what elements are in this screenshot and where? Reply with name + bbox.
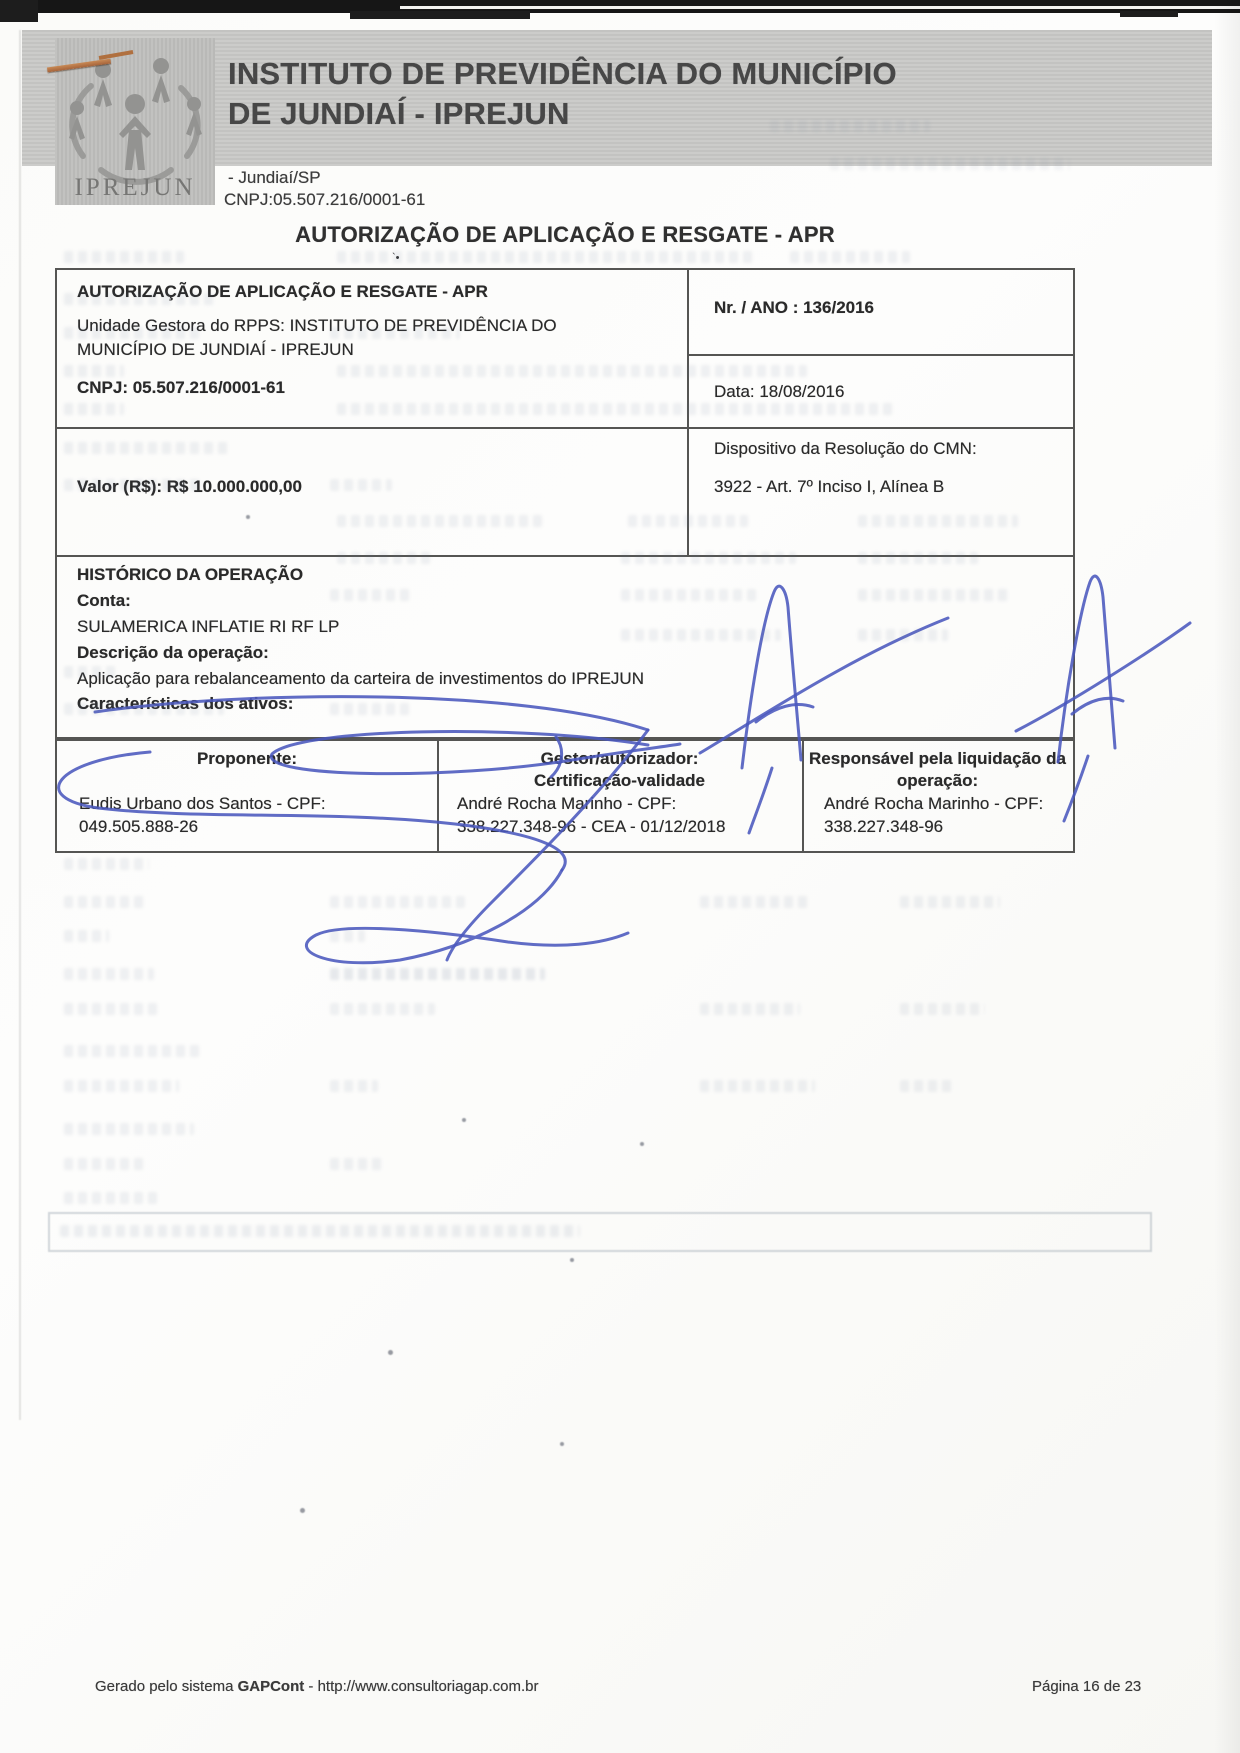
- bleedthrough-mark: [330, 703, 410, 715]
- bleedthrough-mark: [330, 968, 545, 980]
- scan-speck: [388, 1350, 393, 1355]
- bleedthrough-mark: [64, 1158, 144, 1170]
- scan-speck: [640, 1142, 644, 1146]
- bleedthrough-mark: [64, 1192, 159, 1204]
- box2-divider: [687, 425, 689, 555]
- bleedthrough-mark: [64, 293, 214, 305]
- footer-page-number: Página 16 de 23: [1032, 1678, 1142, 1695]
- bleedthrough-mark: [858, 589, 1008, 601]
- org-name-line2: DE JUNDIAÍ - IPREJUN: [228, 96, 570, 131]
- bleedthrough-mark: [330, 589, 410, 601]
- bleedthrough-mark: [64, 896, 144, 908]
- org-cnpj: CNPJ:05.507.216/0001-61: [224, 190, 426, 209]
- bleedthrough-mark: [64, 930, 109, 942]
- unidade-gestora: Unidade Gestora do RPPS: INSTITUTO DE PREVIDÊNCIA DO MUNICÍPIO DE JUNDIAÍ - IPREJUN: [77, 316, 557, 359]
- bleedthrough-mark: [64, 365, 124, 377]
- historico-heading: HISTÓRICO DA OPERAÇÃO: [77, 565, 304, 584]
- dispositivo-label: Dispositivo da Resolução do CMN:: [714, 439, 977, 458]
- page-left-edge-shadow: [19, 30, 21, 1420]
- descricao-value: Aplicação para rebalanceamento da carteira de investimentos do IPREJUN: [77, 669, 644, 688]
- scan-speck: [570, 1258, 574, 1262]
- bleedthrough-mark: [337, 403, 897, 415]
- bleedthrough-mark: [64, 442, 229, 454]
- bleedthrough-mark: [337, 251, 757, 263]
- conta-value: SULAMERICA INFLATIE RI RF LP: [77, 617, 340, 636]
- bleedthrough-mark: [621, 552, 796, 564]
- bleedthrough-mark: [858, 629, 948, 641]
- scan-speck: [246, 515, 250, 519]
- liquidacao-title-2: operação:: [896, 771, 979, 790]
- gestor-cpf: 338.227.348-96 - CEA - 01/12/2018: [457, 817, 726, 836]
- bleedthrough-mark: [830, 158, 1070, 170]
- footer-system-name: GAPCont: [237, 1678, 305, 1695]
- footer-prefix: Gerado pelo sistema: [95, 1678, 238, 1695]
- bleedthrough-mark: [330, 327, 460, 339]
- gestor-title-1: Gestor/autorizador:: [540, 749, 699, 768]
- bleedthrough-mark: [337, 365, 807, 377]
- bleedthrough-mark: [64, 858, 149, 870]
- bleedthrough-mark: [64, 968, 154, 980]
- bleedthrough-mark: [900, 1080, 955, 1092]
- bleedthrough-mark: [60, 1225, 580, 1237]
- bleedthrough-mark: [64, 703, 224, 715]
- page-title: AUTORIZAÇÃO DE APLICAÇÃO E RESGATE - APR: [295, 222, 835, 247]
- bleedthrough-mark: [337, 515, 542, 527]
- bleedthrough-mark: [858, 515, 1018, 527]
- bleedthrough-mark: [64, 1003, 159, 1015]
- bleedthrough-mark: [790, 251, 910, 263]
- bleedthrough-mark: [700, 1080, 815, 1092]
- logo-wordmark: IPREJUN: [74, 174, 196, 201]
- bleedthrough-mark: [64, 251, 184, 263]
- data-value: Data: 18/08/2016: [714, 382, 845, 401]
- bleedthrough-mark: [621, 629, 781, 641]
- box-assinaturas: [55, 737, 1075, 853]
- scan-edge-artifact: [1120, 11, 1178, 17]
- proponente-cpf: 049.505.888-26: [79, 817, 199, 836]
- dispositivo-value: 3922 - Art. 7º Inciso I, Alínea B: [714, 477, 945, 496]
- scan-edge-artifact: [350, 11, 530, 19]
- bleedthrough-mark: [330, 930, 365, 942]
- bleedthrough-mark: [330, 896, 465, 908]
- proponente-nome: Eudis Urbano dos Santos - CPF:: [79, 794, 326, 813]
- bleedthrough-mark: [900, 896, 1000, 908]
- bleedthrough-mark: [64, 479, 204, 491]
- scan-speck: [300, 1508, 305, 1513]
- bleedthrough-mark: [330, 479, 392, 491]
- gestor-nome: André Rocha Marinho - CPF:: [457, 794, 677, 813]
- page-right-edge-shadow: [1214, 0, 1240, 1753]
- bleedthrough-mark: [64, 1045, 204, 1057]
- proponente-title: Proponente:: [196, 749, 298, 768]
- stray-pen-mark: `•: [392, 252, 400, 264]
- bleedthrough-mark: [700, 1003, 800, 1015]
- caracteristicas-label: Características dos ativos:: [77, 694, 294, 713]
- box1-sub-divider: [687, 354, 1073, 356]
- bleedthrough-mark: [330, 1080, 378, 1092]
- bleedthrough-mark: [330, 1003, 435, 1015]
- valor-value: Valor (R$): R$ 10.000.000,00: [77, 477, 302, 496]
- descricao-label: Descrição da operação:: [77, 643, 269, 662]
- bleedthrough-mark: [64, 666, 119, 678]
- org-name-line1: INSTITUTO DE PREVIDÊNCIA DO MUNICÍPIO: [228, 56, 897, 91]
- form-heading: AUTORIZAÇÃO DE APLICAÇÃO E RESGATE - APR: [77, 282, 488, 301]
- bleedthrough-mark: [628, 515, 748, 527]
- cnpj-value: CNPJ: 05.507.216/0001-61: [77, 378, 285, 397]
- bleedthrough-mark: [770, 120, 930, 132]
- nr-ano-value: Nr. / ANO : 136/2016: [714, 298, 875, 317]
- bleedthrough-mark: [858, 552, 978, 564]
- bleedthrough-mark: [700, 896, 810, 908]
- bleedthrough-mark: [330, 1158, 385, 1170]
- bleedthrough-mark: [621, 589, 761, 601]
- scan-edge-artifact: [0, 0, 38, 22]
- bleedthrough-mark: [64, 1123, 194, 1135]
- scan-speck: [560, 1442, 564, 1446]
- conta-label: Conta:: [77, 591, 131, 610]
- bleedthrough-mark: [64, 327, 199, 339]
- bleedthrough-box: [48, 1212, 1152, 1252]
- bleedthrough-mark: [900, 1003, 985, 1015]
- footer-url: - http://www.consultoriagap.com.br: [304, 1678, 539, 1695]
- gestor-title-2: Certificação-validade: [533, 771, 705, 790]
- liquidacao-title-1: Responsável pela liquidação da: [809, 749, 1066, 768]
- liquidacao-nome: André Rocha Marinho - CPF:: [824, 794, 1044, 813]
- bleedthrough-mark: [337, 552, 432, 564]
- scan-speck: [462, 1118, 466, 1122]
- footer-generated-by: [95, 1678, 539, 1695]
- org-city: - Jundiaí/SP: [228, 168, 321, 187]
- bleedthrough-mark: [64, 403, 124, 415]
- scan-edge-artifact: [400, 6, 1240, 9]
- liquidacao-cpf: 338.227.348-96: [824, 817, 944, 836]
- bleedthrough-mark: [64, 1080, 179, 1092]
